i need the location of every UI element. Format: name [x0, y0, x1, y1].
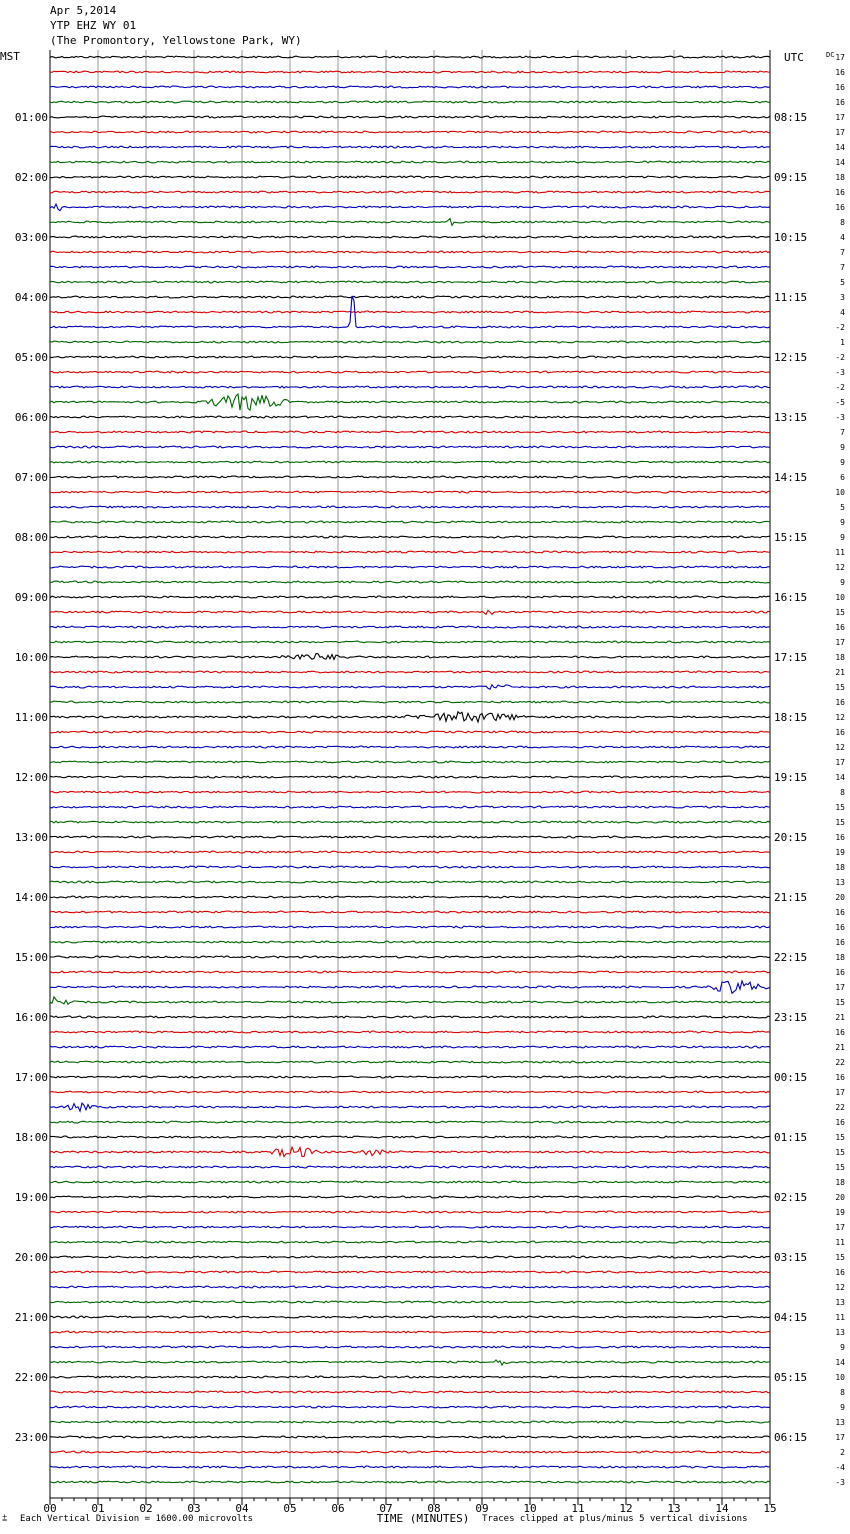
x-tick-label: 01 [91, 1502, 105, 1515]
seismic-trace [50, 461, 770, 463]
dc-offset-label: 16 [835, 1118, 845, 1127]
x-tick-label: 02 [139, 1502, 153, 1515]
seismic-trace [50, 204, 770, 211]
dc-offset-label: 7 [840, 428, 845, 437]
seismic-trace [50, 1421, 770, 1423]
dc-offset-label: 19 [835, 1208, 845, 1217]
seismic-trace [50, 191, 770, 193]
dc-offset-label: 12 [835, 563, 845, 572]
utc-hour-label: 01:15 [774, 1131, 808, 1144]
seismic-trace [50, 146, 770, 148]
seismic-trace [50, 791, 770, 793]
seismic-trace [50, 116, 770, 118]
seismic-trace [50, 776, 770, 778]
dc-offset-label: 16 [835, 623, 845, 632]
dc-offset-label: 18 [835, 1178, 845, 1187]
dc-column-label: DC [826, 51, 835, 59]
mst-hour-label: 03:00 [14, 231, 48, 244]
seismic-trace [50, 1103, 770, 1111]
dc-offset-label: 18 [835, 653, 845, 662]
seismic-trace [50, 1391, 770, 1393]
mst-hour-label: 02:00 [14, 171, 48, 184]
mst-hour-label: 05:00 [14, 351, 48, 364]
dc-offset-label: 8 [840, 1388, 845, 1397]
dc-offset-label: 15 [835, 1133, 845, 1142]
seismic-trace [50, 997, 770, 1005]
utc-hour-label: 17:15 [774, 651, 808, 664]
dc-offset-label: 9 [840, 1343, 845, 1352]
seismic-trace [50, 1316, 770, 1318]
dc-offset-label: 9 [840, 1403, 845, 1412]
seismic-trace [50, 311, 770, 313]
seismic-trace [50, 251, 770, 253]
dc-offset-label: -2 [835, 323, 845, 332]
utc-axis-label: UTC [784, 51, 804, 64]
dc-offset-label: 17 [835, 113, 845, 122]
seismic-trace [50, 131, 770, 133]
dc-offset-label: 16 [835, 1268, 845, 1277]
seismic-trace [50, 536, 770, 538]
dc-offset-label: 17 [835, 638, 845, 647]
x-tick-label: 08 [427, 1502, 441, 1515]
x-tick-label: 13 [667, 1502, 681, 1515]
seismic-trace [50, 731, 770, 733]
x-tick-label: 03 [187, 1502, 201, 1515]
mst-hour-label: 22:00 [14, 1371, 48, 1384]
seismic-trace [50, 1196, 770, 1198]
seismic-trace [50, 911, 770, 913]
dc-offset-label: 9 [840, 443, 845, 452]
seismic-trace [50, 56, 770, 58]
mst-hour-label: 07:00 [14, 471, 48, 484]
dc-offset-label: 18 [835, 953, 845, 962]
dc-offset-label: 16 [835, 833, 845, 842]
seismic-trace [50, 416, 770, 418]
seismic-trace [50, 596, 770, 598]
mst-hour-label: 06:00 [14, 411, 48, 424]
seismic-trace [50, 371, 770, 373]
dc-offset-label: 12 [835, 1283, 845, 1292]
seismic-trace [50, 1076, 770, 1078]
seismic-trace [50, 1147, 770, 1157]
dc-offset-label: 11 [835, 1313, 845, 1322]
seismic-trace [50, 296, 770, 298]
dc-offset-label: 2 [840, 1448, 845, 1457]
x-tick-label: 10 [523, 1502, 537, 1515]
seismic-trace [50, 341, 770, 343]
dc-offset-label: 1 [840, 338, 845, 347]
seismic-trace [50, 101, 770, 103]
footer-clip-note: Traces clipped at plus/minus 5 vertical divisions [482, 1514, 748, 1524]
seismic-trace [50, 926, 770, 928]
seismic-trace [50, 1360, 770, 1365]
seismic-trace [50, 1046, 770, 1048]
dc-offset-label: 16 [835, 923, 845, 932]
dc-offset-label: 15 [835, 1163, 845, 1172]
dc-offset-label: 17 [835, 1433, 845, 1442]
seismic-trace [50, 476, 770, 478]
seismic-trace [50, 1256, 770, 1258]
mst-hour-label: 01:00 [14, 111, 48, 124]
dc-offset-label: 16 [835, 98, 845, 107]
x-tick-label: 12 [619, 1502, 633, 1515]
mst-hour-label: 10:00 [14, 651, 48, 664]
seismic-trace [50, 1241, 770, 1243]
dc-offset-label: 12 [835, 743, 845, 752]
seismic-trace [50, 1226, 770, 1228]
dc-offset-label: 16 [835, 908, 845, 917]
dc-offset-label: 21 [835, 668, 845, 677]
dc-offset-label: 5 [840, 503, 845, 512]
seismic-trace [50, 521, 770, 523]
x-tick-label: 11 [571, 1502, 585, 1515]
seismic-trace [50, 836, 770, 838]
dc-offset-label: 7 [840, 248, 845, 257]
dc-offset-label: 13 [835, 1418, 845, 1427]
utc-hour-label: 22:15 [774, 951, 808, 964]
seismic-trace [50, 356, 770, 358]
dc-offset-label: 8 [840, 788, 845, 797]
utc-hour-label: 00:15 [774, 1071, 808, 1084]
seismic-trace [50, 851, 770, 853]
utc-hour-label: 10:15 [774, 231, 808, 244]
dc-offset-label: 14 [835, 1358, 845, 1367]
seismic-trace [50, 551, 770, 553]
seismic-trace [50, 236, 770, 238]
seismic-trace [50, 581, 770, 583]
seismic-trace [50, 981, 770, 993]
seismic-trace [50, 394, 770, 410]
seismic-trace [50, 1091, 770, 1093]
dc-offset-label: 16 [835, 188, 845, 197]
x-tick-label: 06 [331, 1502, 345, 1515]
seismic-trace [50, 1346, 770, 1348]
seismic-trace [50, 266, 770, 268]
seismic-trace [50, 1406, 770, 1408]
dc-offset-label: 16 [835, 1073, 845, 1082]
dc-offset-label: 15 [835, 1253, 845, 1262]
dc-offset-label: 15 [835, 608, 845, 617]
chart-location: (The Promontory, Yellowstone Park, WY) [50, 34, 302, 47]
seismic-trace [50, 641, 770, 643]
seismic-trace [50, 431, 770, 433]
utc-hour-label: 20:15 [774, 831, 808, 844]
dc-offset-label: 18 [835, 173, 845, 182]
dc-offset-label: 10 [835, 1373, 845, 1382]
utc-hour-label: 04:15 [774, 1311, 808, 1324]
mst-hour-label: 11:00 [14, 711, 48, 724]
dc-offset-label: -3 [835, 413, 845, 422]
mst-hour-label: 20:00 [14, 1251, 48, 1264]
dc-offset-label: 20 [835, 893, 845, 902]
dc-offset-label: 13 [835, 878, 845, 887]
dc-offset-label: 15 [835, 683, 845, 692]
mst-hour-label: 13:00 [14, 831, 48, 844]
utc-hour-label: 21:15 [774, 891, 808, 904]
seismic-trace [50, 1181, 770, 1183]
dc-offset-label: 16 [835, 83, 845, 92]
seismic-trace [50, 971, 770, 973]
seismic-trace [50, 941, 770, 943]
seismic-trace [50, 491, 770, 493]
x-tick-label: 05 [283, 1502, 297, 1515]
mst-hour-label: 09:00 [14, 591, 48, 604]
dc-offset-label: -3 [835, 368, 845, 377]
dc-offset-label: 5 [840, 278, 845, 287]
dc-offset-label: 9 [840, 458, 845, 467]
seismic-trace [50, 654, 770, 660]
seismic-trace [50, 866, 770, 868]
mst-hour-label: 18:00 [14, 1131, 48, 1144]
seismic-trace [50, 86, 770, 88]
dc-offset-label: 21 [835, 1043, 845, 1052]
dc-offset-label: 16 [835, 938, 845, 947]
dc-offset-label: 13 [835, 1328, 845, 1337]
mst-hour-label: 15:00 [14, 951, 48, 964]
seismic-trace [50, 506, 770, 508]
mst-hour-label: 19:00 [14, 1191, 48, 1204]
dc-offset-label: 13 [835, 1298, 845, 1307]
utc-hour-label: 19:15 [774, 771, 808, 784]
x-tick-label: 04 [235, 1502, 249, 1515]
seismic-trace [50, 161, 770, 163]
seismic-trace [50, 1166, 770, 1168]
chart-date: Apr 5,2014 [50, 4, 117, 17]
mst-hour-label: 17:00 [14, 1071, 48, 1084]
seismic-trace [50, 1121, 770, 1123]
utc-hour-label: 13:15 [774, 411, 808, 424]
seismic-trace [50, 626, 770, 628]
utc-hour-label: 15:15 [774, 531, 808, 544]
dc-offset-label: 6 [840, 473, 845, 482]
mst-hour-label: 04:00 [14, 291, 48, 304]
dc-offset-label: 17 [835, 983, 845, 992]
seismic-trace [50, 1031, 770, 1033]
utc-hour-label: 02:15 [774, 1191, 808, 1204]
dc-offset-label: 16 [835, 968, 845, 977]
seismic-trace [50, 446, 770, 448]
dc-offset-label: 14 [835, 143, 845, 152]
dc-offset-label: 14 [835, 158, 845, 167]
x-tick-label: 15 [763, 1502, 777, 1515]
footer-scale-note: Each Vertical Division = 1600.00 microvolts [20, 1514, 253, 1524]
dc-offset-label: 16 [835, 1028, 845, 1037]
seismic-trace [50, 71, 770, 73]
dc-offset-label: -3 [835, 1478, 845, 1487]
utc-hour-label: 03:15 [774, 1251, 808, 1264]
seismic-trace [50, 1061, 770, 1063]
seismic-trace [50, 1271, 770, 1273]
seismic-trace [50, 1286, 770, 1288]
utc-hour-label: 18:15 [774, 711, 808, 724]
utc-hour-label: 05:15 [774, 1371, 808, 1384]
seismic-trace [50, 712, 770, 722]
seismic-trace [50, 386, 770, 388]
dc-offset-label: 16 [835, 203, 845, 212]
seismic-trace [50, 685, 770, 690]
dc-offset-label: 3 [840, 293, 845, 302]
seismic-trace [50, 701, 770, 703]
dc-offset-label: 11 [835, 1238, 845, 1247]
mst-hour-label: 23:00 [14, 1431, 48, 1444]
dc-offset-label: 15 [835, 1148, 845, 1157]
dc-offset-label: 9 [840, 533, 845, 542]
dc-offset-label: 9 [840, 578, 845, 587]
dc-offset-label: 7 [840, 263, 845, 272]
mst-hour-label: 08:00 [14, 531, 48, 544]
dc-offset-label: 15 [835, 818, 845, 827]
footer-corner-mark: ⩲ [2, 1514, 8, 1524]
seismic-trace [50, 1376, 770, 1378]
seismic-trace [50, 1451, 770, 1453]
dc-offset-label: 15 [835, 998, 845, 1007]
dc-offset-label: -4 [835, 1463, 845, 1472]
utc-hour-label: 23:15 [774, 1011, 808, 1024]
seismic-trace [50, 746, 770, 748]
dc-offset-label: 10 [835, 593, 845, 602]
dc-offset-label: -2 [835, 383, 845, 392]
utc-hour-label: 14:15 [774, 471, 808, 484]
utc-hour-label: 09:15 [774, 171, 808, 184]
dc-offset-label: 17 [835, 758, 845, 767]
utc-hour-label: 06:15 [774, 1431, 808, 1444]
utc-hour-label: 08:15 [774, 111, 808, 124]
seismic-trace [50, 881, 770, 883]
dc-offset-label: 17 [835, 1223, 845, 1232]
x-tick-label: 09 [475, 1502, 489, 1515]
seismic-trace [50, 956, 770, 958]
dc-offset-label: -2 [835, 353, 845, 362]
dc-offset-label: 8 [840, 218, 845, 227]
x-tick-label: 00 [43, 1502, 57, 1515]
dc-offset-label: 21 [835, 1013, 845, 1022]
dc-offset-label: 9 [840, 518, 845, 527]
dc-offset-label: 17 [835, 1088, 845, 1097]
mst-hour-label: 14:00 [14, 891, 48, 904]
dc-offset-label: 17 [835, 53, 845, 62]
seismic-trace [50, 1331, 770, 1333]
seismic-trace [50, 896, 770, 898]
seismic-trace [50, 1466, 770, 1468]
seismic-trace [50, 806, 770, 808]
dc-offset-label: 12 [835, 713, 845, 722]
seismic-trace [50, 176, 770, 178]
dc-offset-label: 16 [835, 68, 845, 77]
dc-offset-label: 17 [835, 128, 845, 137]
seismic-trace [50, 1301, 770, 1303]
dc-offset-label: 22 [835, 1058, 845, 1067]
chart-station: YTP EHZ WY 01 [50, 19, 137, 32]
dc-offset-label: 19 [835, 848, 845, 857]
seismic-trace [50, 219, 770, 226]
dc-offset-label: 18 [835, 863, 845, 872]
seismic-trace [50, 1016, 770, 1018]
seismic-trace [50, 821, 770, 823]
mst-hour-label: 16:00 [14, 1011, 48, 1024]
mst-hour-label: 12:00 [14, 771, 48, 784]
seismic-trace [50, 761, 770, 763]
seismic-trace [50, 1436, 770, 1438]
x-tick-label: 07 [379, 1502, 393, 1515]
seismic-trace [50, 1481, 770, 1483]
dc-offset-label: 10 [835, 488, 845, 497]
seismic-trace [50, 1211, 770, 1213]
utc-hour-label: 11:15 [774, 291, 808, 304]
dc-offset-label: 16 [835, 728, 845, 737]
dc-offset-label: -5 [835, 398, 845, 407]
x-axis-label: TIME (MINUTES) [376, 1512, 470, 1525]
dc-offset-label: 16 [835, 698, 845, 707]
utc-hour-label: 12:15 [774, 351, 808, 364]
utc-hour-label: 16:15 [774, 591, 808, 604]
seismic-trace [50, 566, 770, 568]
dc-offset-label: 14 [835, 773, 845, 782]
dc-offset-label: 11 [835, 548, 845, 557]
dc-offset-label: 4 [840, 308, 845, 317]
seismic-trace [50, 281, 770, 283]
dc-offset-label: 22 [835, 1103, 845, 1112]
seismic-trace [50, 1136, 770, 1138]
x-tick-label: 14 [715, 1502, 729, 1515]
seismic-trace [50, 610, 770, 614]
mst-hour-label: 21:00 [14, 1311, 48, 1324]
dc-offset-label: 20 [835, 1193, 845, 1202]
dc-offset-label: 4 [840, 233, 845, 242]
dc-offset-label: 15 [835, 803, 845, 812]
seismic-trace [50, 671, 770, 673]
mst-axis-label: MST [0, 50, 20, 63]
